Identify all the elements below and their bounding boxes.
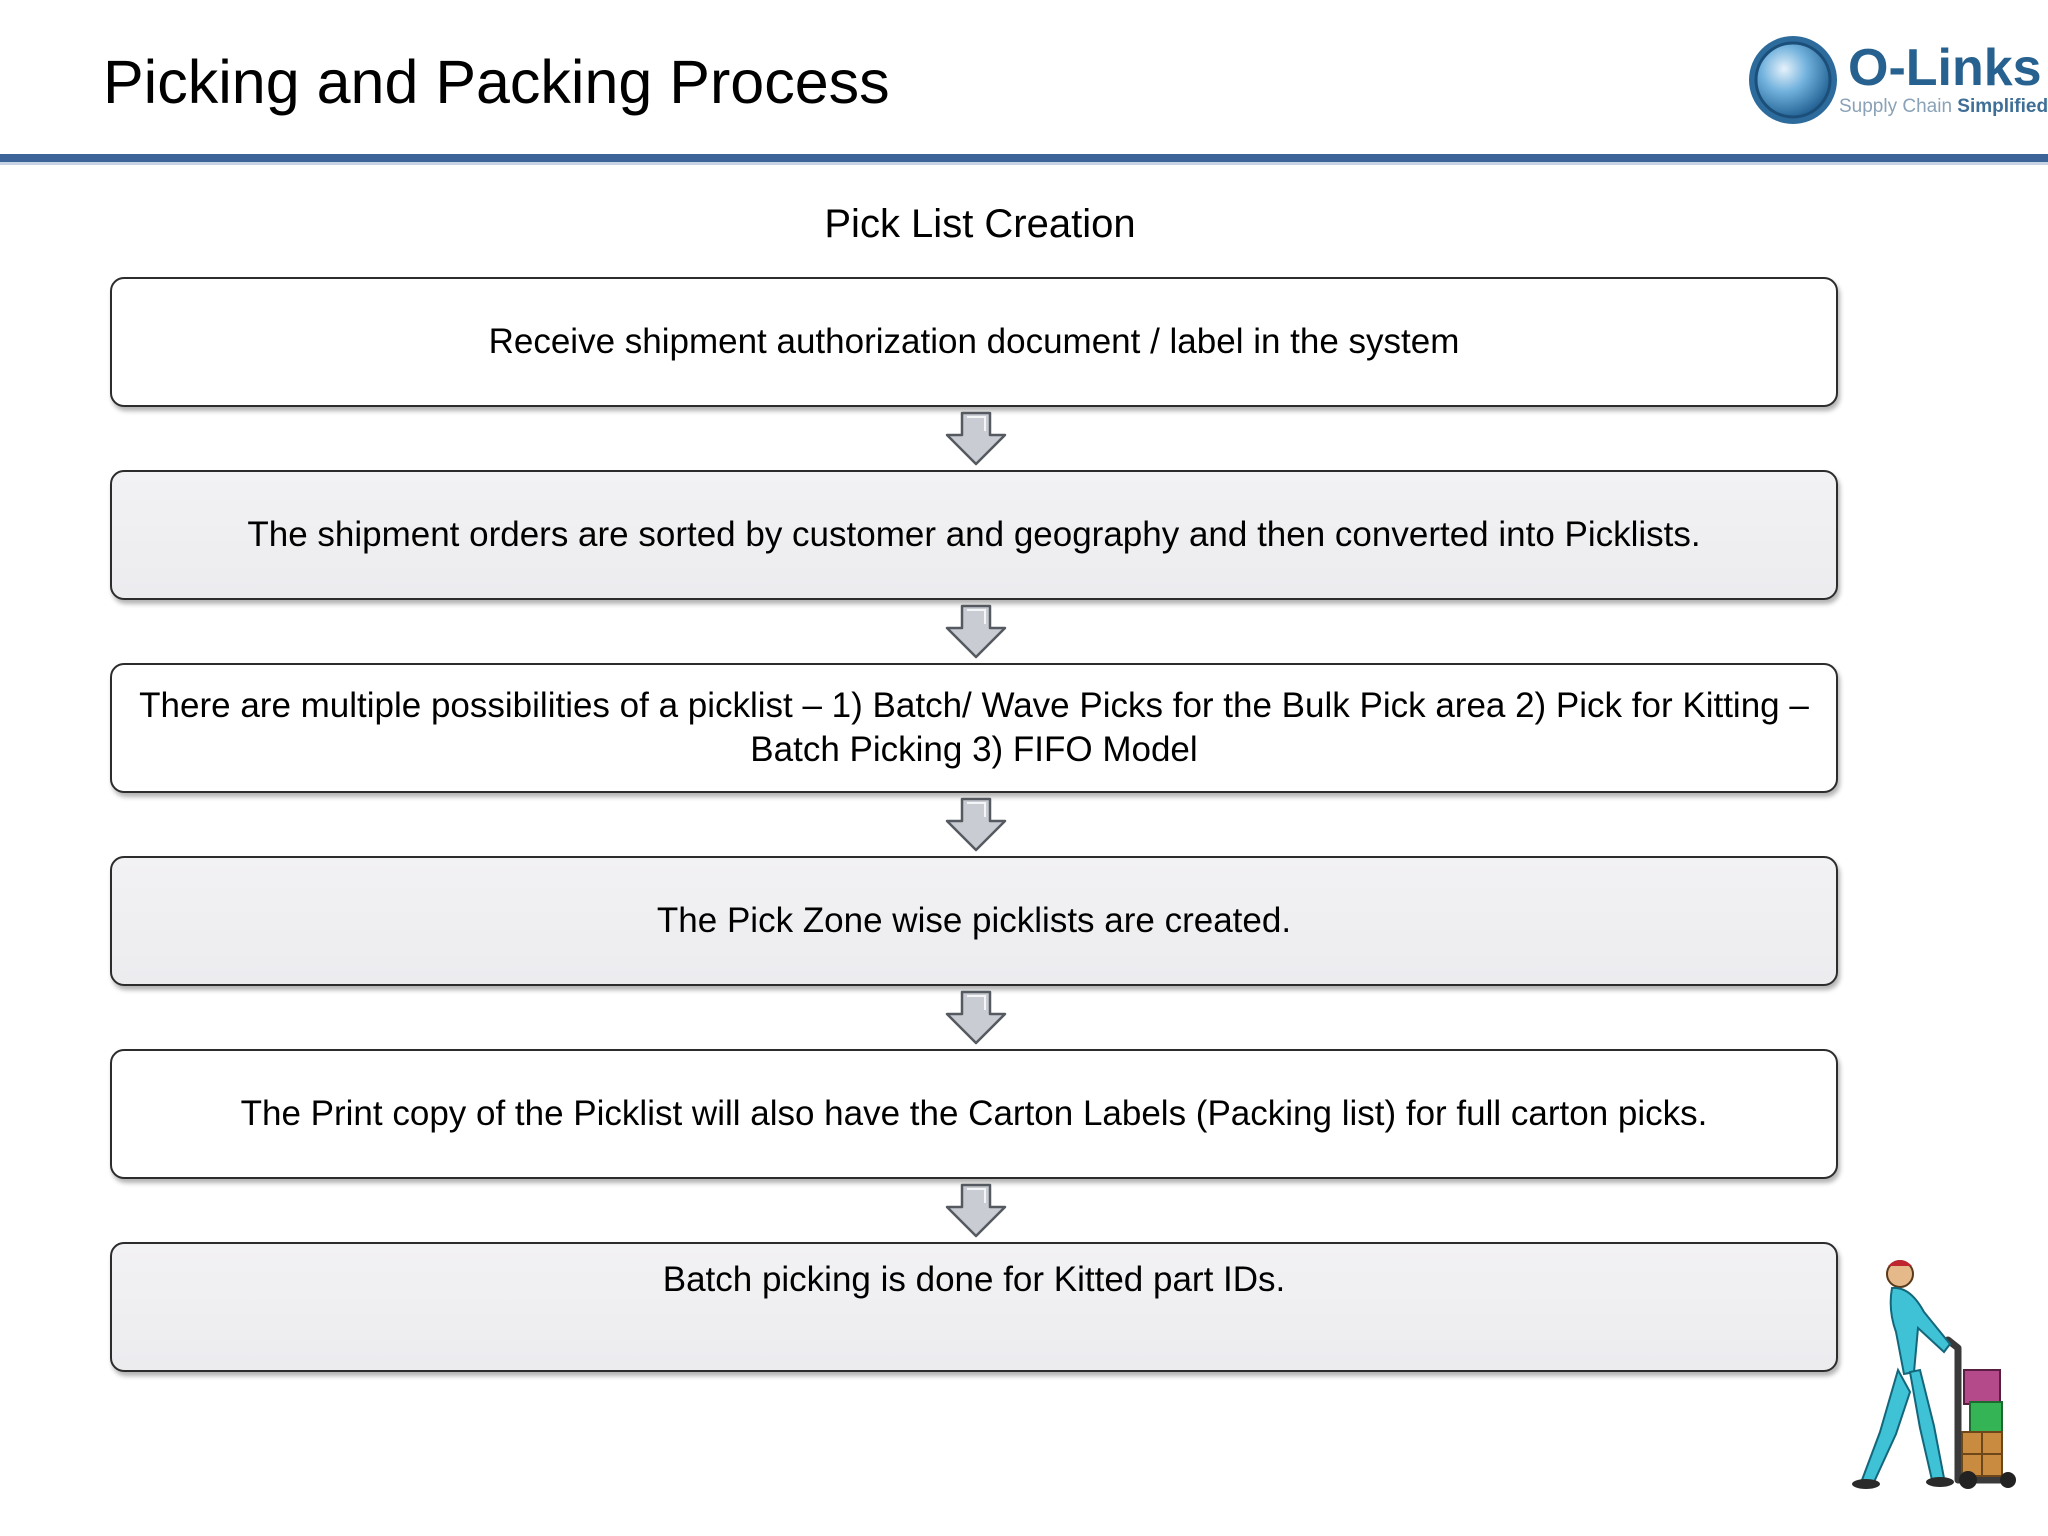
- logo-tagline: Supply Chain Simplified: [1839, 96, 2048, 117]
- process-step-6: [110, 1242, 1838, 1372]
- diagram-subtitle: Pick List Creation: [824, 202, 1136, 246]
- process-step-2-text: The shipment orders are sorted by customer and geography and then converted into Picklists.: [247, 515, 1701, 554]
- process-step-3: [110, 663, 1838, 793]
- down-arrow-icon: [943, 1183, 1009, 1239]
- warehouse-worker-with-cart-icon: [1840, 1252, 2040, 1492]
- process-step-6-text: Batch picking is done for Kitted part IDs.: [662, 1260, 1286, 1299]
- process-step-4: [110, 856, 1838, 986]
- title-divider-shadow: [0, 162, 2048, 165]
- page-title: Picking and Packing Process: [103, 48, 890, 116]
- down-arrow-icon: [943, 797, 1009, 853]
- down-arrow-icon: [943, 990, 1009, 1046]
- title-divider: [0, 154, 2048, 162]
- process-step-1-text: Receive shipment authorization document / label in the system: [488, 322, 1460, 361]
- process-step-2: [110, 470, 1838, 600]
- down-arrow-icon: [943, 411, 1009, 467]
- process-step-5-text: The Print copy of the Picklist will also have the Carton Labels (Packing list) for full carton picks.: [240, 1094, 1708, 1133]
- process-step-1: [110, 277, 1838, 407]
- logo-name: O-Links: [1848, 39, 2042, 97]
- process-step-3-text: There are multiple possibilities of a picklist – 1) Batch/ Wave Picks for the Bulk Pick area 2) Pick for Kitting – Batch Picking 3) FIFO Model: [139, 686, 1809, 769]
- down-arrow-icon: [943, 604, 1009, 660]
- process-step-4-text: The Pick Zone wise picklists are created.: [656, 901, 1292, 940]
- process-step-5: [110, 1049, 1838, 1179]
